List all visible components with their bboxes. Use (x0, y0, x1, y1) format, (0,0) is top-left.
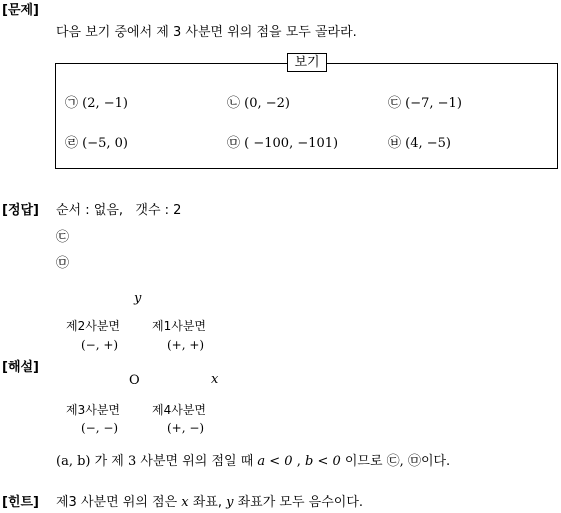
origin-label: O (129, 373, 140, 388)
hint-part2: 좌표, (188, 495, 227, 510)
option-f (388, 137, 451, 150)
explanation-sentence-part2: 이므로 ㉢, ㉤이다. (340, 454, 451, 469)
explanation-sep: , (292, 454, 305, 469)
answer-meta: 순서 : 없음, 갯수 : 2 (56, 203, 182, 218)
option-b-mark: ㉡ (227, 96, 241, 111)
option-b-value: (0, −2) (244, 96, 290, 111)
hint-label: [힌트] (2, 495, 39, 510)
option-c-value: (−7, −1) (405, 96, 462, 111)
axis-y-label: y (134, 291, 142, 306)
option-a-value: (2, −1) (82, 96, 128, 111)
quadrant-4-name: 제4사분면 (152, 403, 207, 417)
option-e (227, 137, 338, 150)
explanation-sentence-part1: (a, b) 가 제 3 사분면 위의 점일 때 (56, 454, 258, 469)
answer-label: [정답] (2, 203, 39, 218)
option-f-mark: ㉥ (388, 136, 402, 151)
explanation-label: [해설] (2, 360, 39, 375)
option-d-mark: ㉣ (65, 136, 79, 151)
hint-text (56, 496, 363, 509)
options-box-title: 보기 (287, 53, 327, 72)
option-a-mark: ㉠ (65, 96, 79, 111)
options-box (55, 63, 558, 169)
hint-part1: 제3 사분면 위의 점은 (56, 495, 182, 510)
option-e-value: ( −100, −101) (244, 136, 339, 151)
quadrant-4-sign: (+, −) (167, 421, 205, 435)
problem-label: [문제] (2, 3, 39, 18)
explanation-sentence (56, 455, 450, 468)
hint-var-y: y (226, 495, 234, 510)
quadrant-3-sign: (−, −) (81, 421, 119, 435)
answer-item-2: ㉤ (56, 256, 70, 271)
quadrant-1-sign: (+, +) (167, 338, 205, 352)
hint-part3: 좌표가 모두 음수이다. (233, 495, 364, 510)
option-d-value: (−5, 0) (82, 136, 128, 151)
option-a (65, 97, 128, 110)
quadrant-1-name: 제1사분면 (152, 319, 207, 333)
option-b (227, 97, 290, 110)
option-f-value: (4, −5) (405, 136, 451, 151)
axis-x-label: x (211, 372, 219, 387)
problem-question: 다음 보기 중에서 제 3 사분면 위의 점을 모두 골라라. (56, 25, 357, 40)
option-c (388, 97, 462, 110)
explanation-cond2: b < 0 (304, 454, 341, 469)
option-d (65, 137, 128, 150)
hint-var-x: x (181, 495, 189, 510)
explanation-cond1: a < 0 (257, 454, 293, 469)
quadrant-2-sign: (−, +) (81, 338, 119, 352)
answer-item-1: ㉢ (56, 230, 70, 245)
quadrant-2-name: 제2사분면 (66, 319, 121, 333)
option-c-mark: ㉢ (388, 96, 402, 111)
quadrant-3-name: 제3사분면 (66, 403, 121, 417)
option-e-mark: ㉤ (227, 136, 241, 151)
